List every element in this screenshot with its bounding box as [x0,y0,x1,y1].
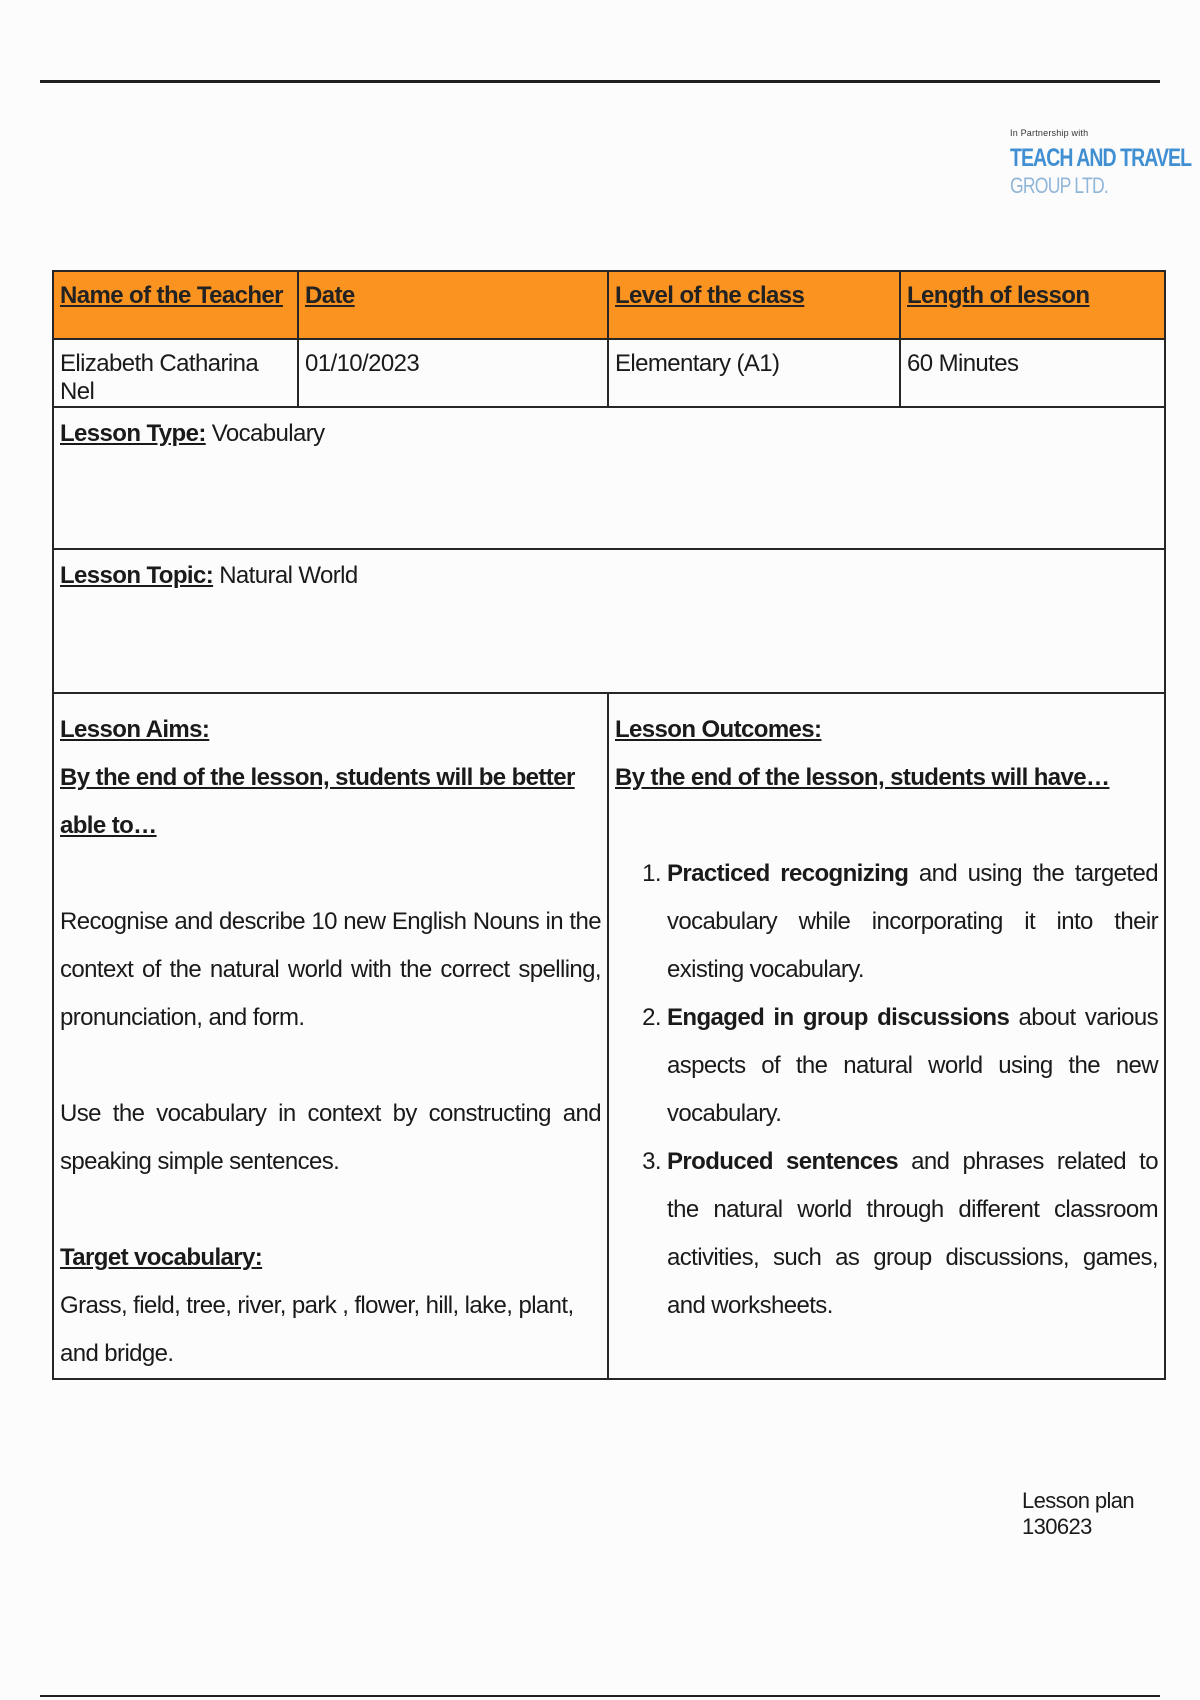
lesson-type-value: Vocabulary [211,420,325,447]
lesson-outcomes-cell [608,693,1165,1379]
date-value: 01/10/2023 [298,339,608,407]
aims-paragraph-2: Use the vocabulary in context by constructing and speaking simple sentences. [60,1100,601,1175]
header-row [53,271,1165,339]
outcome-item: 2. Engaged in group discussions about various aspects of the natural world using the new vocabulary. [667,994,1158,1138]
logo-line-1: TEACH AND TRAVEL [1010,144,1192,172]
footer-lesson-plan-id: Lesson plan 130623 [1022,1488,1135,1539]
outcome-item: 3. Produced sentences and phrases related to the natural world through different classroom activities, such as group discussions, games, and worksheets. [667,1138,1158,1330]
level-value: Elementary (A1) [608,339,900,407]
lesson-topic-row [53,549,1165,693]
lesson-topic-value: Natural World [219,562,358,589]
length-header: Length of lesson [900,271,1165,339]
aims-paragraph-1: Recognise and describe 10 new English Nouns in the context of the natural world with the correct spelling, pronunciation, and form. [60,908,601,1031]
aims-title: Lesson Aims: [60,716,210,743]
target-vocabulary-label: Target vocabulary: [60,1244,263,1271]
level-header: Level of the class [608,271,900,339]
lesson-type-row [53,407,1165,549]
bottom-rule [40,1695,1160,1697]
lesson-type-label: Lesson Type: [60,420,206,447]
logo-line-2: GROUP LTD. [1010,173,1108,198]
date-header: Date [298,271,608,339]
aims-outcomes-row [53,693,1165,1379]
aims-subtitle: By the end of the lesson, students will be better able to… [60,764,575,839]
lesson-plan-table [52,270,1166,1380]
values-row [53,339,1165,407]
length-value: 60 Minutes [900,339,1165,407]
teacher-header: Name of the Teacher [53,271,298,339]
logo-prefix: In Partnership with [1010,128,1089,138]
top-rule [40,80,1160,83]
lesson-topic-label: Lesson Topic: [60,562,214,589]
partner-logo [1010,128,1192,199]
outcomes-subtitle: By the end of the lesson, students will have… [615,764,1110,791]
lesson-aims-cell [53,693,608,1379]
lesson-topic-cell [53,549,1165,693]
lesson-type-cell [53,407,1165,549]
outcomes-title: Lesson Outcomes: [615,716,822,743]
outcomes-list [615,850,1158,1330]
outcome-item: 1. Practiced recognizing and using the targeted vocabulary while incorporating it into their existing vocabulary. [667,850,1158,994]
teacher-value: Elizabeth Catharina Nel [53,339,298,407]
target-vocabulary-list: Grass, field, tree, river, park , flower, hill, lake, plant, and bridge. [60,1292,574,1367]
